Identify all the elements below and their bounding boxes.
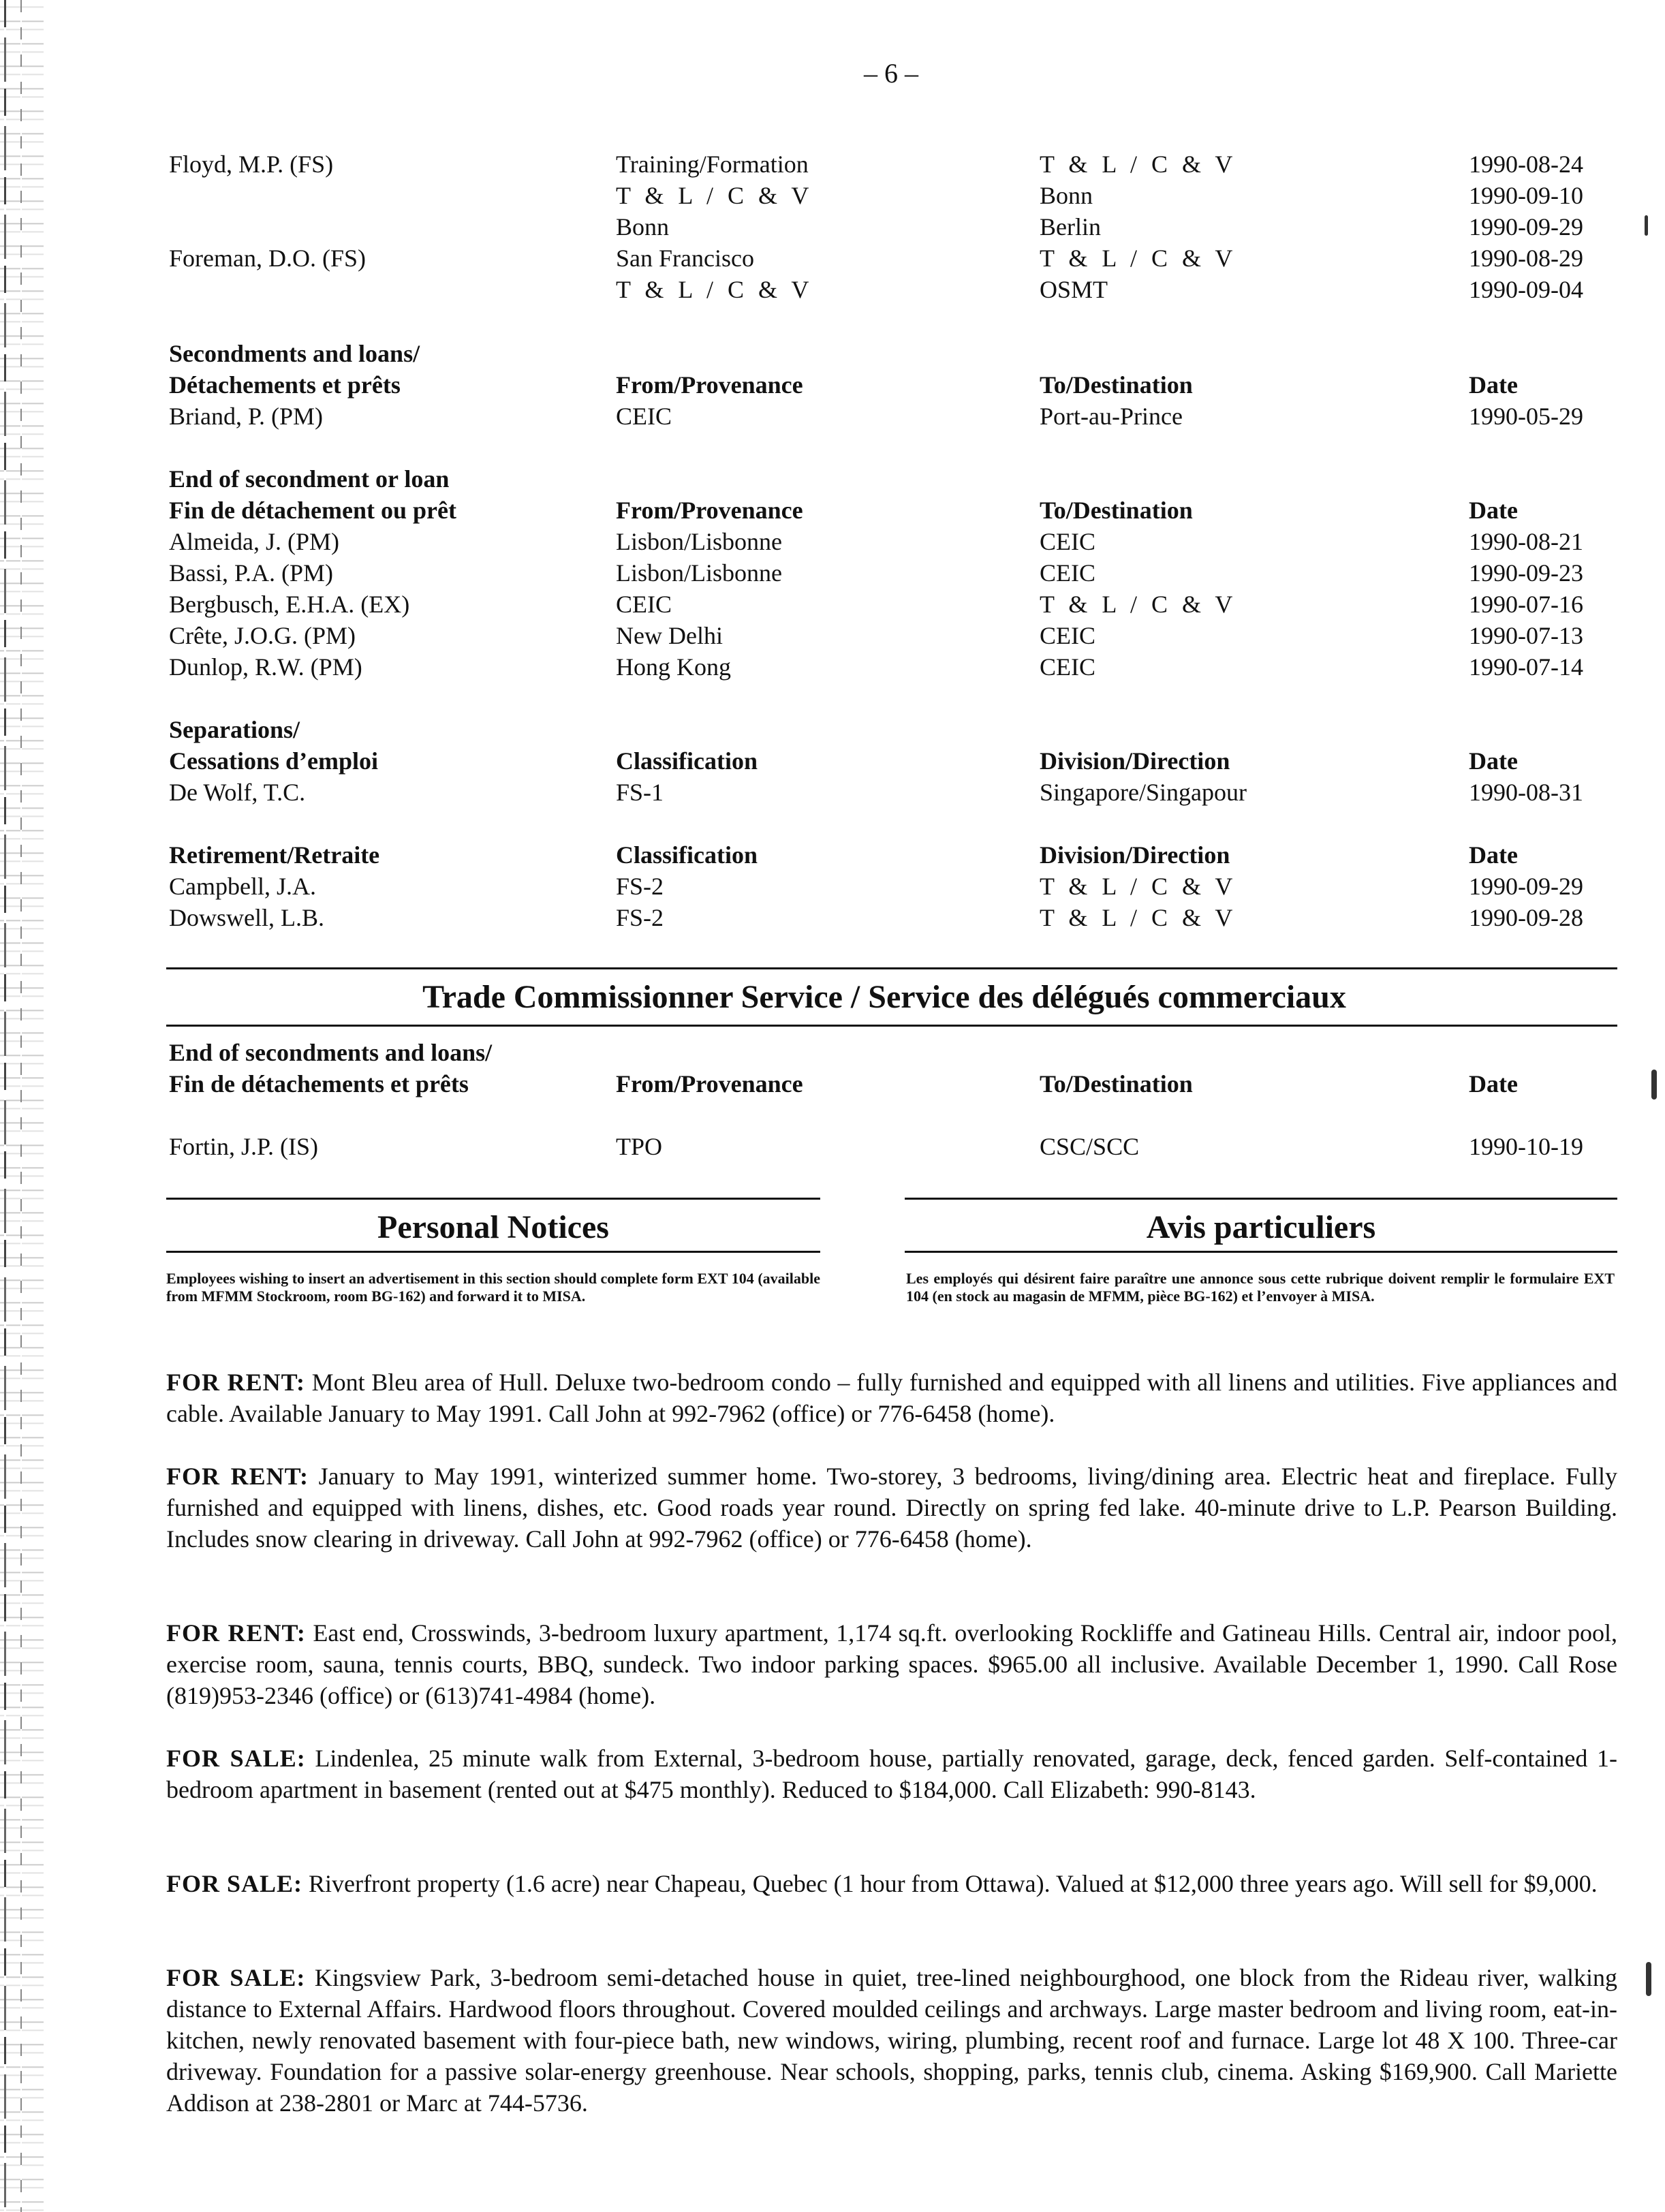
scan-binding-edge bbox=[0, 0, 44, 2212]
table-cell-division: T & L / C & V bbox=[1040, 873, 1237, 900]
section-heading: Retirement/Retraite bbox=[169, 841, 380, 869]
table-cell-from: Training/Formation bbox=[616, 151, 809, 178]
table-cell-name: Almeida, J. (PM) bbox=[169, 528, 339, 555]
section-heading: Cessations d’emploi bbox=[169, 747, 379, 775]
table-cell-name: Campbell, J.A. bbox=[169, 873, 316, 900]
ad-type: FOR SALE: bbox=[166, 1745, 306, 1772]
notice-rule-right bbox=[905, 1198, 1617, 1200]
classified-ad bbox=[166, 1367, 1617, 1429]
table-cell-date: 1990-09-29 bbox=[1469, 873, 1583, 900]
table-cell-to: Bonn bbox=[1040, 182, 1093, 209]
table-cell-from: TPO bbox=[616, 1133, 663, 1160]
section-heading: End of secondments and loans/ bbox=[169, 1039, 493, 1066]
column-header-date: Date bbox=[1469, 371, 1518, 399]
column-header-division: Division/Direction bbox=[1040, 747, 1230, 775]
ad-type: FOR RENT: bbox=[166, 1619, 306, 1647]
personal-notices-instructions: Employees wishing to insert an advertisement in this section should complete form EXT 104 (available from MFMM Stockroom, room BG-162) and forward it to MISA. bbox=[166, 1270, 820, 1305]
avis-particuliers-title: Avis particuliers bbox=[1146, 1209, 1376, 1245]
column-header-to: To/Destination bbox=[1040, 1070, 1193, 1097]
section-heading: Secondments and loans/ bbox=[169, 340, 420, 367]
table-cell-to: CEIC bbox=[1040, 653, 1096, 681]
ad-text: Mont Bleu area of Hull. Deluxe two-bedroom condo – fully furnished and equipped with all linens and utilities. Five appliances and cable. Available January to May 1991. Call John at 992-7962 (office) or 776-6458 (home). bbox=[166, 1369, 1617, 1427]
table-cell-name: Bassi, P.A. (PM) bbox=[169, 559, 334, 587]
classified-ad bbox=[166, 1743, 1617, 1805]
classified-ad bbox=[166, 1962, 1617, 2119]
column-header-classification: Classification bbox=[616, 747, 758, 775]
ad-text: Lindenlea, 25 minute walk from External, 3-bedroom house, partially renovated, garage, deck, fenced garden. Self-contained 1-bedroom apartment in basement (rented out at $475 monthly). Reduced to $184,000. Call Elizabeth: 990-8143. bbox=[166, 1745, 1617, 1803]
section-heading: End of secondment or loan bbox=[169, 465, 450, 493]
section-heading: Fin de détachements et prêts bbox=[169, 1070, 469, 1097]
table-cell-name: Crête, J.O.G. (PM) bbox=[169, 622, 356, 649]
table-cell-date: 1990-10-19 bbox=[1469, 1133, 1583, 1160]
personal-notices-title: Personal Notices bbox=[377, 1209, 609, 1245]
table-cell-name: Foreman, D.O. (FS) bbox=[169, 245, 366, 272]
section-rule bbox=[166, 967, 1617, 969]
page-number: – 6 – bbox=[864, 58, 918, 89]
table-cell-from: CEIC bbox=[616, 591, 672, 618]
column-header-from: From/Provenance bbox=[616, 1070, 803, 1097]
table-cell-name: Dunlop, R.W. (PM) bbox=[169, 653, 362, 681]
column-header-division: Division/Direction bbox=[1040, 841, 1230, 869]
section-rule bbox=[166, 1025, 1617, 1027]
scan-mark bbox=[1645, 215, 1648, 236]
section-heading: Fin de détachement ou prêt bbox=[169, 497, 456, 524]
ad-type: FOR RENT: bbox=[166, 1463, 309, 1490]
table-cell-to: CEIC bbox=[1040, 622, 1096, 649]
table-cell-to: OSMT bbox=[1040, 276, 1108, 303]
table-cell-name: Floyd, M.P. (FS) bbox=[169, 151, 334, 178]
column-header-to: To/Destination bbox=[1040, 371, 1193, 399]
column-header-date: Date bbox=[1469, 497, 1518, 524]
table-cell-date: 1990-09-10 bbox=[1469, 182, 1583, 209]
ad-text: Kingsview Park, 3-bedroom semi-detached house in quiet, tree-lined neighbourghood, one block from the Rideau river, walking distance to External Affairs. Hardwood floors throughout. Covered moulded ceilings and archways. Large master bedroom and living room, eat-in-kitchen, newly renovated basement with four-piece bath, new windows, wiring, plumbing, recent roof and furnace. Large lot 48 X 100. Three-car driveway. Foundation for a passive solar-energy greenhouse. Near schools, shopping, parks, tennis club, cinema. Asking $169,900. Call Mariette Addison at 238-2801 or Marc at 744-5736. bbox=[166, 1964, 1617, 2117]
avis-particuliers-instructions: Les employés qui désirent faire paraître une annonce sous cette rubrique doivent remplir le formulaire EXT 104 (en stock au magasin de MFMM, pièce BG-162) et l’envoyer à MISA. bbox=[906, 1270, 1615, 1305]
classified-ad bbox=[166, 1617, 1617, 1711]
section-heading: Separations/ bbox=[169, 716, 300, 743]
table-cell-to: CEIC bbox=[1040, 528, 1096, 555]
classified-ad bbox=[166, 1461, 1617, 1555]
table-cell-date: 1990-05-29 bbox=[1469, 403, 1583, 430]
column-header-date: Date bbox=[1469, 1070, 1518, 1097]
table-cell-name: Bergbusch, E.H.A. (EX) bbox=[169, 591, 410, 618]
table-cell-name: Briand, P. (PM) bbox=[169, 403, 324, 430]
notice-rule-left bbox=[166, 1251, 820, 1253]
ad-text: East end, Crosswinds, 3-bedroom luxury apartment, 1,174 sq.ft. overlooking Rockliffe and Gatineau Hills. Central air, indoor pool, exercise room, sauna, tennis courts, BBQ, sundeck. Two indoor parking spaces. $965.00 all inclusive. Available December 1, 1990. Call Rose (819)953-2346 (office) or (613)741-4984 (home). bbox=[166, 1619, 1618, 1709]
table-cell-from: Bonn bbox=[616, 213, 670, 240]
table-cell-date: 1990-07-14 bbox=[1469, 653, 1583, 681]
table-cell-date: 1990-08-21 bbox=[1469, 528, 1583, 555]
table-cell-date: 1990-08-31 bbox=[1469, 779, 1583, 806]
table-cell-from: New Delhi bbox=[616, 622, 723, 649]
table-cell-to: CEIC bbox=[1040, 559, 1096, 587]
ad-text: January to May 1991, winterized summer home. Two-storey, 3 bedrooms, living/dining area. Electric heat and fireplace. Fully furnished and equipped with linens, dishes, etc. Good roads year round. Directly on spring fed lake. 40-minute drive to L.P. Pearson Building. Includes snow clearing in driveway. Call John at 992-7962 (office) or 776-6458 (home). bbox=[166, 1463, 1618, 1553]
notice-rule-left bbox=[166, 1198, 820, 1200]
table-cell-from: Hong Kong bbox=[616, 653, 731, 681]
table-cell-to: Port-au-Prince bbox=[1040, 403, 1183, 430]
table-cell-from: T & L / C & V bbox=[616, 276, 813, 303]
ad-type: FOR RENT: bbox=[166, 1369, 305, 1396]
table-cell-from: CEIC bbox=[616, 403, 672, 430]
section-heading: Détachements et prêts bbox=[169, 371, 401, 399]
table-cell-from: Lisbon/Lisbonne bbox=[616, 528, 782, 555]
ad-type: FOR SALE: bbox=[166, 1870, 303, 1897]
table-cell-division: T & L / C & V bbox=[1040, 904, 1237, 931]
table-cell-date: 1990-09-04 bbox=[1469, 276, 1583, 303]
table-cell-classification: FS-2 bbox=[616, 904, 664, 931]
table-cell-to: T & L / C & V bbox=[1040, 591, 1237, 618]
column-header-date: Date bbox=[1469, 747, 1518, 775]
table-cell-date: 1990-08-29 bbox=[1469, 245, 1583, 272]
table-cell-date: 1990-09-29 bbox=[1469, 213, 1583, 240]
notice-rule-right bbox=[905, 1251, 1617, 1253]
table-cell-name: Fortin, J.P. (IS) bbox=[169, 1133, 319, 1160]
scan-mark bbox=[1651, 1070, 1657, 1100]
table-cell-date: 1990-07-16 bbox=[1469, 591, 1583, 618]
column-header-from: From/Provenance bbox=[616, 497, 803, 524]
table-cell-date: 1990-09-28 bbox=[1469, 904, 1583, 931]
column-header-date: Date bbox=[1469, 841, 1518, 869]
table-cell-classification: FS-1 bbox=[616, 779, 664, 806]
table-cell-date: 1990-08-24 bbox=[1469, 151, 1583, 178]
column-header-from: From/Provenance bbox=[616, 371, 803, 399]
table-cell-division: Singapore/Singapour bbox=[1040, 779, 1247, 806]
classified-ad bbox=[166, 1868, 1617, 1899]
table-cell-to: Berlin bbox=[1040, 213, 1101, 240]
table-cell-classification: FS-2 bbox=[616, 873, 664, 900]
table-cell-to: CSC/SCC bbox=[1040, 1133, 1140, 1160]
table-cell-date: 1990-07-13 bbox=[1469, 622, 1583, 649]
table-cell-to: T & L / C & V bbox=[1040, 151, 1237, 178]
table-cell-date: 1990-09-23 bbox=[1469, 559, 1583, 587]
table-cell-name: De Wolf, T.C. bbox=[169, 779, 306, 806]
table-cell-from: T & L / C & V bbox=[616, 182, 813, 209]
table-cell-name: Dowswell, L.B. bbox=[169, 904, 324, 931]
ad-type: FOR SALE: bbox=[166, 1964, 306, 1991]
table-cell-from: Lisbon/Lisbonne bbox=[616, 559, 782, 587]
table-cell-to: T & L / C & V bbox=[1040, 245, 1237, 272]
column-header-classification: Classification bbox=[616, 841, 758, 869]
column-header-to: To/Destination bbox=[1040, 497, 1193, 524]
tcs-section-title: Trade Commissionner Service / Service des délégués commerciaux bbox=[422, 979, 1346, 1015]
table-cell-from: San Francisco bbox=[616, 245, 754, 272]
scan-mark bbox=[1646, 1962, 1651, 1996]
ad-text: Riverfront property (1.6 acre) near Chapeau, Quebec (1 hour from Ottawa). Valued at $12,000 three years ago. Will sell for $9,000. bbox=[302, 1870, 1598, 1897]
